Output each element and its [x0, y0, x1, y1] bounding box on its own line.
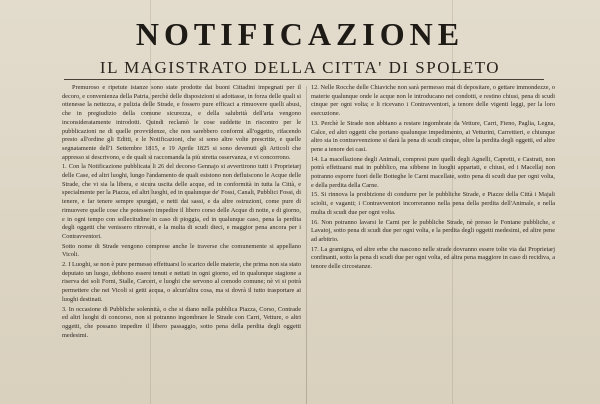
left-text-column	[62, 84, 301, 404]
paragraph: 12. Nelle Rocche delle Chiaviche non sarà permesso mai di depositare, o gettare immondezze, o materie qualunque onde le acque non le introducano nei condotti, e restino chiusi, pena di scudi cinque per ogni volta; e li ricevano i Contravventori, a tenore delle vigenti leggi, per la loro esecuzione.	[311, 84, 555, 118]
paragraph: 3. In occasione di Pubbliche solennità, o che si diano nella pubblica Piazza, Corso, Contrade ed altri luoghi di concorso, non si potranno ingombrare le Strade con Carri, Vetture, o altri oggetti, che possano impedire il libero passaggio, sotto pena della perdita degli oggetti medesimi.	[62, 305, 301, 339]
paragraph: 2. I Luoghi, se non è pure permesso effettuarsi lo scarico delle materie, che prima non sia stato deputato un luogo, debbono essere tenuti e nettati in ogni giorno, ed in qualunque stagione a riserva dei soli Forni, Stalle, Carceri, e luoghi che servono al comodo comune; nè vi si potrà permettere che nei Vicoli si getti acqua, o alcun'altra cosa, ma si dovrà il tutto trasportare ai luoghi destinati.	[62, 261, 301, 303]
paragraph: 15. Si rinnova la proibizione di condurre per le pubbliche Strade, e Piazze della Città i Majali sciolti, e vaganti; i Contravventori incorreranno nella pena della perdita dell'Animale, e nella multa di scudi due per ogni volta.	[311, 191, 555, 216]
paragraph: 16. Non potranno lavarsi le Carni per le pubbliche Strade, nè presso le Fontane pubbliche, e Lavatoj, sotto pena di scudi due per ogni volta, e la perdita degli oggetti medesimi, ed altre pene ad arbitrio.	[311, 218, 555, 243]
paragraph: Premuroso e ripetute istanze sono state prodotte dai buoni Cittadini impegnati per il decoro, e convenienza della Patria, perchè delle disposizioni si adottasse, in forza delle quali si ottenesse la nettezza, e pulizia delle Strade, e fossero pure efficaci a rimuovere quelli abusi, che in pregiudizio della comune sicurezza, e della salubrità dell'aria vengono inconsideratamente introdotti. Quindi reclamò le cose suddette in riscontro per le pubblicazioni ne di quelle provvidenze, che non sarebbero conformi all'oggetto, rifacendo presto all'ordine gli Editti, e le Notificazioni, che si sono altre volte prescritte, e quelle segnatamente dell'1 Settembre 1815, e 19 Aprile 1825 si sono devenuti gli Articoli che appresso si descrivono, e de quali si raccomanda la più stretta osservanza, e vi concorrono.	[62, 84, 301, 161]
notice-title: NOTIFICAZIONE	[135, 16, 465, 52]
paragraph: Sotto nome di Strade vengono comprese anche le traverse che comunemente si appellano Vicoli.	[62, 242, 301, 259]
paragraph: 14. La macellazione degli Animali, compresi pure quelli degli Agnelli, Capretti, e Castrati, non potrà effettuarsi mai in pubblico, ma sibbene in luoghi appartati, e chiusi, ed i Macellaj non potranno esporre fuori delle Botteghe le Carni macellate, sotto pena di scudi due per ogni volta, e della perdita della Carne.	[311, 155, 555, 189]
notice-subtitle: IL MAGISTRATO DELLA CITTA' DI SPOLETO	[99, 58, 501, 77]
right-text-column	[311, 84, 555, 404]
paragraph: 17. La gramigna, ed altre erbe che nascono nelle strade dovranno essere tolte via dai Proprietarj confinanti, sotto la pena di scudi due per ogni volta, ed altra pena maggiore in caso di recidiva, a tenore delle circostanze.	[311, 245, 555, 271]
paragraph: 13. Perchè le Strade non abbiano a restare ingombrate da Vetture, Carri, Fieno, Paglia, Legna, Calce, ed altri oggetti che portano qualunque impedimento, ai Vetturini, Carrettieri, e chiunque altro sia in contravvenzione si darà la pena di scudi cinque, oltre la perdita degli oggetti, ed altre pene a tenore dei casi.	[311, 119, 555, 153]
paragraph: 1. Con la Notificazione pubblicata li 26 del decorso Gennajo si avvertirono tutti i Proprietarj delle Case, ed altri luoghi, lungo l'andamento de quali esistono non defluiscono le Acque delle Strade, che vi sia la libera, e sicura uscita delle acque, ed in conformità in tutta la Città, e specialmente per la Piazza, ed altri luoghi, ed in qualunque de' Fossi, Canali, Pubblici Fossi, di tenere, e far tenere sempre spurgati, e netti dai sassi, e da altre ostruzioni, come pure di rimuovere quelle cose che potessero impedire il libero corso delle Acque di notte, e di giorno, e in ogni tempo con sollecitudine in caso di pioggia, ed in qualunque caso, pena la perdita degli oggetti che venissero ritrovati, e la multa di scudi dieci, e maggior pena ancora per i Contravventori.	[62, 163, 301, 240]
column-divider	[306, 86, 307, 404]
title-rule	[64, 79, 544, 80]
